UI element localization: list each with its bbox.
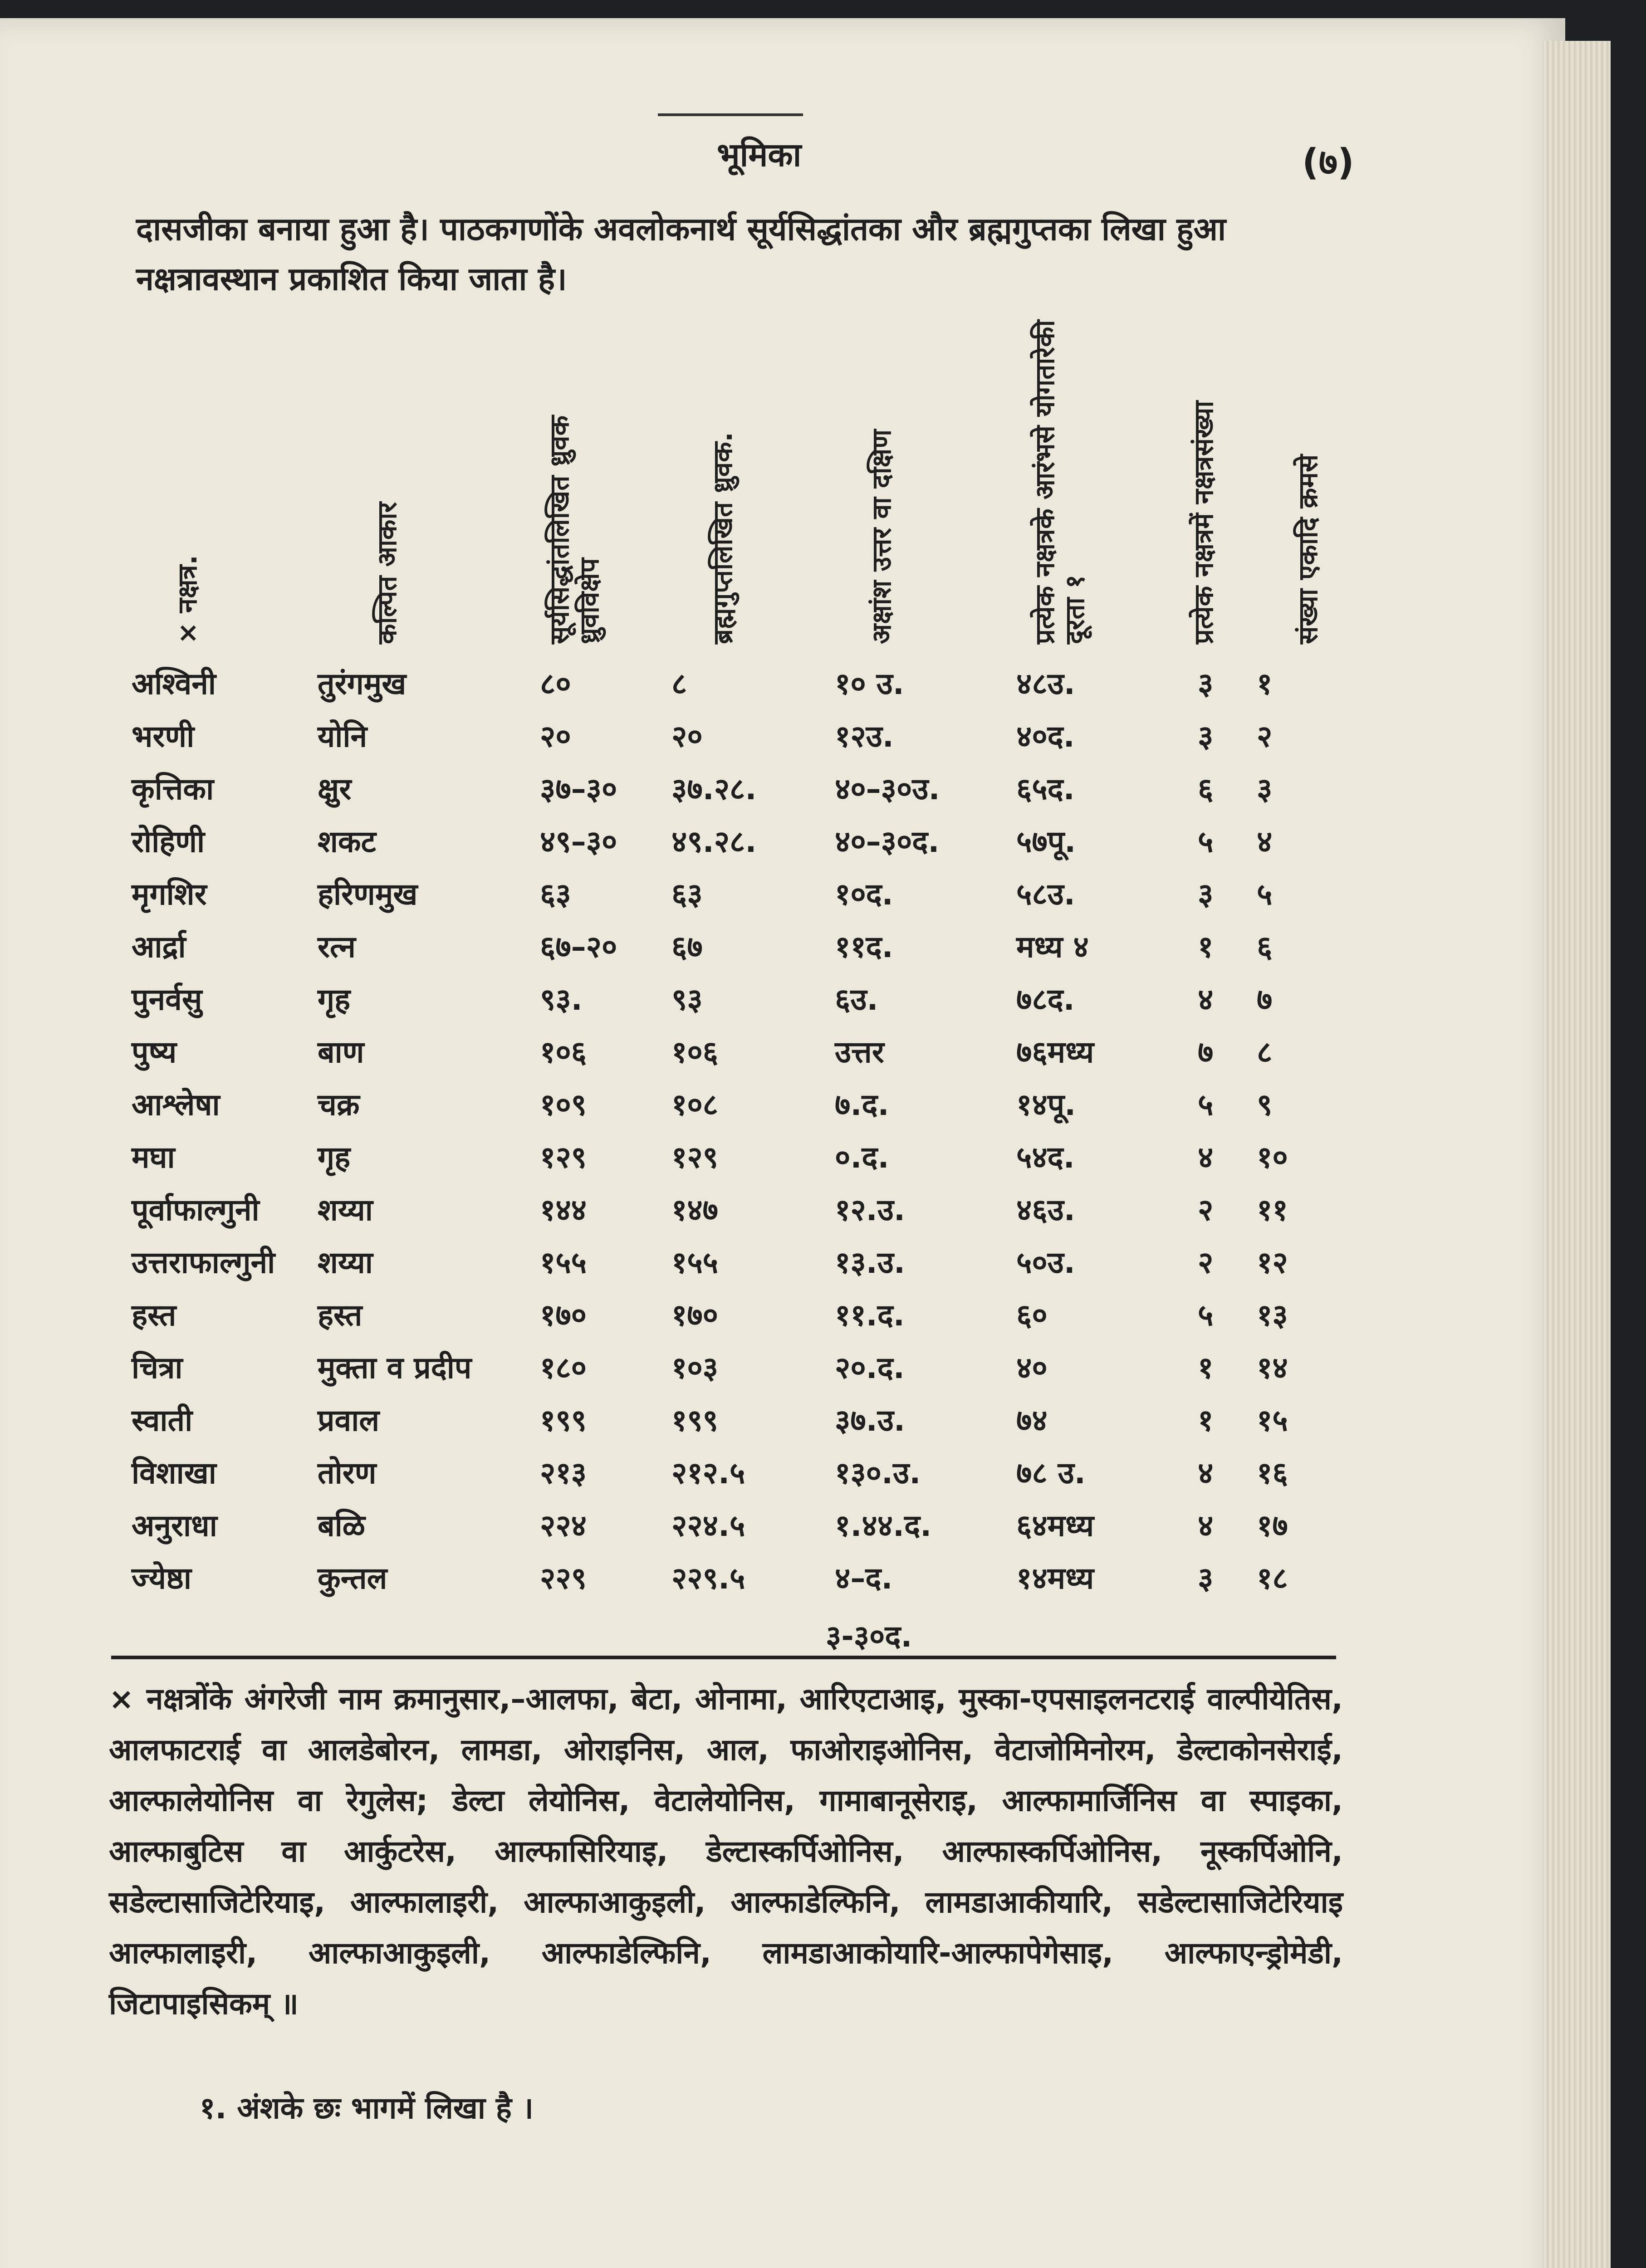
column-header: सूर्यसिद्धांतलिखित ध्रुवक ध्रुवविक्षेप xyxy=(544,415,605,644)
shape-cell: रत्न xyxy=(318,929,356,964)
brahma-dhruvaka-cell: ३७.२८. xyxy=(671,772,757,807)
table-row xyxy=(0,767,1384,821)
star-count-cell: २ xyxy=(1198,1193,1214,1227)
brahma-dhruvaka-cell: १०६ xyxy=(671,1035,718,1070)
serial-number-cell: ५ xyxy=(1257,877,1273,912)
nakshatra-name-cell: पुष्य xyxy=(132,1035,177,1070)
distance-cell: ६५द. xyxy=(1016,772,1075,807)
nakshatra-name-cell: रोहिणी xyxy=(132,824,205,859)
brahma-dhruvaka-cell: ४९.२८. xyxy=(671,824,757,859)
latitude-cell: ०.द. xyxy=(835,1140,889,1175)
table-row xyxy=(0,1031,1384,1084)
brahma-dhruvaka-cell: ८ xyxy=(671,666,687,701)
page-header-title: भूमिका xyxy=(717,136,802,174)
surya-dhruvaka-cell: १०९ xyxy=(540,1087,587,1122)
surya-dhruvaka-cell: १५५ xyxy=(540,1245,587,1280)
brahma-dhruvaka-cell: १५५ xyxy=(671,1245,718,1280)
table-row xyxy=(0,978,1384,1031)
brahma-dhruvaka-cell: ६७ xyxy=(671,929,703,964)
table-row xyxy=(0,1136,1384,1189)
distance-cell: मध्य ४ xyxy=(1016,929,1089,964)
distance-cell: ५८उ. xyxy=(1016,877,1075,912)
star-count-cell: ५ xyxy=(1198,1087,1214,1122)
star-count-cell: ४ xyxy=(1198,1140,1214,1175)
distance-cell: ४८उ. xyxy=(1016,666,1075,701)
table-row xyxy=(0,1294,1384,1347)
latitude-cell: ११द. xyxy=(835,929,893,964)
brahma-dhruvaka-cell: २० xyxy=(671,719,703,754)
brahma-dhruvaka-cell: २२४.५ xyxy=(671,1508,745,1543)
serial-number-cell: ७ xyxy=(1257,982,1273,1017)
latitude-cell: ४०–३०उ. xyxy=(835,772,940,807)
star-count-cell: ३ xyxy=(1198,877,1214,912)
page-number: (७) xyxy=(1302,141,1354,183)
shape-cell: योनि xyxy=(318,719,367,754)
star-count-cell: २ xyxy=(1198,1245,1214,1280)
latitude-cell: १३०.उ. xyxy=(835,1456,921,1491)
serial-number-cell: १५ xyxy=(1257,1403,1288,1438)
serial-number-cell: १६ xyxy=(1257,1456,1288,1491)
surya-dhruvaka-cell: १२९ xyxy=(540,1140,587,1175)
column-header: प्रत्येक नक्षत्रमें नक्षत्रसंख्या xyxy=(1188,401,1219,644)
brahma-dhruvaka-cell: ६३ xyxy=(671,877,703,912)
shape-cell: शय्या xyxy=(318,1245,373,1280)
nakshatra-name-cell: हस्त xyxy=(132,1298,176,1333)
surya-dhruvaka-cell: २१३ xyxy=(540,1456,587,1491)
star-count-cell: १ xyxy=(1198,1350,1214,1385)
brahma-dhruvaka-cell: १२९ xyxy=(671,1140,718,1175)
intro-paragraph: दासजीका बनाया हुआ है। पाठकगणोंके अवलोकनार्थ सूर्यसिद्धांतका और ब्रह्मगुप्तका लिखा हुआ नक्षत्रावस्थान प्रकाशित किया जाता है। xyxy=(136,210,1226,298)
distance-cell: ७८द. xyxy=(1016,982,1075,1017)
nakshatra-name-cell: चित्रा xyxy=(132,1350,183,1385)
table-row xyxy=(0,1241,1384,1295)
nakshatra-name-cell: विशाखा xyxy=(132,1456,216,1491)
star-count-cell: ४ xyxy=(1198,1456,1214,1491)
latitude-cell: ११.द. xyxy=(835,1298,905,1333)
serial-number-cell: १८ xyxy=(1257,1561,1288,1596)
shape-cell: प्रवाल xyxy=(318,1403,380,1438)
brahma-dhruvaka-cell: २२९.५ xyxy=(671,1561,745,1596)
distance-cell: ५०उ. xyxy=(1016,1245,1075,1280)
serial-number-cell: ६ xyxy=(1257,929,1273,964)
surya-dhruvaka-cell: २० xyxy=(540,719,571,754)
column-header: अक्षांश उत्तर वा दक्षिण xyxy=(866,429,897,644)
shape-cell: चक्र xyxy=(318,1087,360,1122)
surya-dhruvaka-cell: ६७–२० xyxy=(540,929,617,964)
latitude-cell: ६उ. xyxy=(835,982,878,1017)
distance-cell: ७६मध्य xyxy=(1016,1035,1094,1070)
serial-number-cell: ४ xyxy=(1257,824,1273,859)
surya-dhruvaka-cell: १०६ xyxy=(540,1035,587,1070)
brahma-dhruvaka-cell: १०८ xyxy=(671,1087,718,1122)
surya-dhruvaka-cell: १९९ xyxy=(540,1403,587,1438)
latitude-cell: ७.द. xyxy=(835,1087,889,1122)
table-row xyxy=(0,662,1384,716)
latitude-cell: ३७.उ. xyxy=(835,1403,905,1438)
table-row xyxy=(0,1188,1384,1242)
brahma-dhruvaka-cell: १०३ xyxy=(671,1350,718,1385)
serial-number-cell: १० xyxy=(1257,1140,1288,1175)
brahma-dhruvaka-cell: १७० xyxy=(671,1298,718,1333)
star-count-cell: ४ xyxy=(1198,982,1214,1017)
shape-cell: तोरण xyxy=(318,1456,377,1491)
shape-cell: बाण xyxy=(318,1035,364,1070)
star-count-cell: ७ xyxy=(1198,1035,1214,1070)
serial-number-cell: ९ xyxy=(1257,1087,1273,1122)
shape-cell: कुन्तल xyxy=(318,1561,387,1596)
serial-number-cell: २ xyxy=(1257,719,1273,754)
star-count-cell: १ xyxy=(1198,1403,1214,1438)
nakshatra-name-cell: अश्विनी xyxy=(132,666,216,701)
table-row xyxy=(0,715,1384,768)
shape-cell: गृह xyxy=(318,982,351,1017)
brahma-dhruvaka-cell: ९३ xyxy=(671,982,703,1017)
latitude-cell: १० उ. xyxy=(835,666,904,701)
distance-cell: ७४ xyxy=(1016,1403,1048,1438)
table-row xyxy=(0,1346,1384,1400)
nakshatra-name-cell: स्वाती xyxy=(132,1403,193,1438)
nakshatra-name-cell: ज्येष्ठा xyxy=(132,1561,191,1596)
distance-cell: १४पू. xyxy=(1016,1087,1076,1122)
nakshatra-name-cell: पूर्वाफाल्गुनी xyxy=(132,1193,260,1227)
header-rule xyxy=(658,113,803,116)
latitude-cell: १३.उ. xyxy=(835,1245,905,1280)
star-count-cell: ३ xyxy=(1198,719,1214,754)
distance-cell: ७८ उ. xyxy=(1016,1456,1086,1491)
distance-cell: ५४द. xyxy=(1016,1140,1075,1175)
latitude-cell: उत्तर xyxy=(835,1035,884,1070)
brahma-dhruvaka-cell: १९९ xyxy=(671,1403,718,1438)
serial-number-cell: ११ xyxy=(1257,1193,1288,1227)
serial-number-cell: १३ xyxy=(1257,1298,1288,1333)
latitude-cell: ४–द. xyxy=(835,1561,893,1596)
star-count-cell: ६ xyxy=(1198,772,1214,807)
distance-cell: ६४मध्य xyxy=(1016,1508,1094,1543)
surya-dhruvaka-cell: ३७–३० xyxy=(540,772,617,807)
latitude-cell: ४०–३०द. xyxy=(835,824,940,859)
surya-dhruvaka-cell: २२४ xyxy=(540,1508,587,1543)
star-count-cell: १ xyxy=(1198,929,1214,964)
shape-cell: शय्या xyxy=(318,1193,373,1227)
distance-cell: ४६उ. xyxy=(1016,1193,1075,1227)
surya-dhruvaka-cell: २२९ xyxy=(540,1561,587,1596)
nakshatra-name-cell: मघा xyxy=(132,1140,175,1175)
surya-dhruvaka-cell: ९३. xyxy=(540,982,583,1017)
table-row xyxy=(0,1557,1384,1610)
star-count-cell: ३ xyxy=(1198,1561,1214,1596)
surya-dhruvaka-cell: ८० xyxy=(540,666,571,701)
nakshatra-name-cell: मृगशिर xyxy=(132,877,207,912)
shape-cell: हरिणमुख xyxy=(318,877,418,912)
table-extra-cell: ३-३०द. xyxy=(826,1619,912,1654)
shape-cell: शकट xyxy=(318,824,376,859)
footnote: १. अंशके छः भागमें लिखा है । xyxy=(200,2091,534,2126)
distance-cell: ५७पू. xyxy=(1016,824,1076,859)
surya-dhruvaka-cell: १८० xyxy=(540,1350,587,1385)
shape-cell: मुक्ता व प्रदीप xyxy=(318,1350,472,1385)
serial-number-cell: ८ xyxy=(1257,1035,1273,1070)
page-edge xyxy=(1543,41,1611,2268)
note-divider xyxy=(111,1656,1336,1659)
table-row xyxy=(0,873,1384,926)
shape-cell: तुरंगमुख xyxy=(318,666,407,701)
brahma-dhruvaka-cell: २१२.५ xyxy=(671,1456,745,1491)
serial-number-cell: १७ xyxy=(1257,1508,1288,1543)
latitude-cell: १२उ. xyxy=(835,719,894,754)
star-count-cell: ५ xyxy=(1198,1298,1214,1333)
table-row xyxy=(0,1452,1384,1505)
nakshatra-name-cell: आर्द्रा xyxy=(132,929,186,964)
brahma-dhruvaka-cell: १४७ xyxy=(671,1193,718,1227)
nakshatra-name-cell: भरणी xyxy=(132,719,195,754)
nakshatra-name-cell: आश्लेषा xyxy=(132,1087,220,1122)
distance-cell: ६० xyxy=(1016,1298,1048,1333)
column-header: × नक्षत्र. xyxy=(172,555,203,644)
shape-cell: गृह xyxy=(318,1140,351,1175)
names-note: × नक्षत्रोंके अंगरेजी नाम क्रमानुसार,–आलफा, बेटा, ओनामा, आरिएटाआइ, मुस्का-एपसाइलनटराई वाल्पीयेतिस, आलफाटराई वा आलडेबोरन, लामडा, ओराइनिस, आल, फाओराइओनिस, वेटाजोमिनोरम, डेल्टाकोनसेराई, आल्फालेयोनिस वा रेगुलेस; डेल्टा लेयोनिस, वेटालेयोनिस, गामाबानूसेराइ, आल्फामार्जिनिस वा स्पाइका, आल्फाबुटिस वा आर्कुटरेस, आल्फासिरियाइ, डेल्टास्कर्पिओनिस, आल्फास्कर्पिओनिस, नूस्कर्पिओनि, सडेल्टासाजिटेरियाइ, आल्फालाइरी, आल्फाआकुइली, आल्फाडेल्फिनि, लामडाआकीयारि, सडेल्टासाजिटेरियाइ आल्फालाइरी, आल्फाआकुइली, आल्फाडेल्फिनि, लामडाआकोयारि-आल्फापेगेसाइ, आल्फाएन्ड्रोमेडी, जिटापाइसिकम् ॥ xyxy=(109,1681,1343,2021)
serial-number-cell: १२ xyxy=(1257,1245,1288,1280)
surya-dhruvaka-cell: ४९–३० xyxy=(540,824,617,859)
star-count-cell: ३ xyxy=(1198,666,1214,701)
latitude-cell: १०द. xyxy=(835,877,893,912)
column-header: प्रत्येक नक्षत्रके आरंभसे योगतारेकी दूरता १ xyxy=(1029,320,1090,644)
shape-cell: हस्त xyxy=(318,1298,363,1333)
table-row xyxy=(0,1083,1384,1137)
distance-cell: १४मध्य xyxy=(1016,1561,1094,1596)
nakshatra-name-cell: कृत्तिका xyxy=(132,772,214,807)
column-header: संख्या एकादि क्रमसे xyxy=(1293,454,1323,644)
table-row xyxy=(0,925,1384,979)
surya-dhruvaka-cell: १४४ xyxy=(540,1193,587,1227)
nakshatra-name-cell: पुनर्वसु xyxy=(132,982,202,1017)
surya-dhruvaka-cell: ६३ xyxy=(540,877,571,912)
table-row xyxy=(0,820,1384,874)
shape-cell: बळि xyxy=(318,1508,365,1543)
table-row xyxy=(0,1504,1384,1558)
distance-cell: ४०द. xyxy=(1016,719,1075,754)
nakshatra-name-cell: उत्तराफाल्गुनी xyxy=(132,1245,275,1280)
nakshatra-name-cell: अनुराधा xyxy=(132,1508,217,1543)
surya-dhruvaka-cell: १७० xyxy=(540,1298,587,1333)
latitude-cell: १२.उ. xyxy=(835,1193,905,1227)
serial-number-cell: १ xyxy=(1257,666,1273,701)
column-header: कल्पित आकार xyxy=(372,502,402,644)
star-count-cell: ५ xyxy=(1198,824,1214,859)
latitude-cell: २०.द. xyxy=(835,1350,905,1385)
latitude-cell: १.४४.द. xyxy=(835,1508,932,1543)
shape-cell: क्षुर xyxy=(318,772,352,807)
table-row xyxy=(0,1399,1384,1452)
serial-number-cell: ३ xyxy=(1257,772,1273,807)
serial-number-cell: १४ xyxy=(1257,1350,1288,1385)
column-header: ब्रह्मगुप्तलिखित ध्रुवक. xyxy=(707,432,738,644)
distance-cell: ४० xyxy=(1016,1350,1048,1385)
star-count-cell: ४ xyxy=(1198,1508,1214,1543)
